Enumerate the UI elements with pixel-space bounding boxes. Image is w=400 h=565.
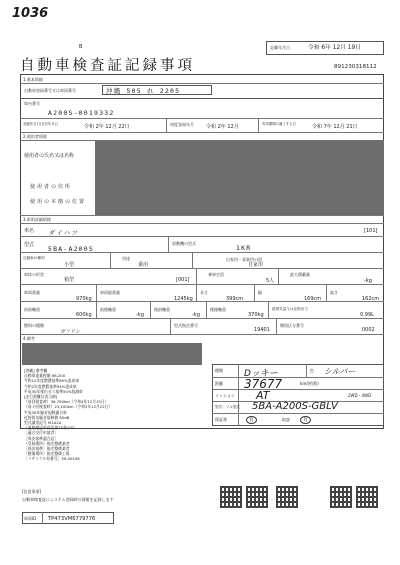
fuel-label: 燃料の種類 [24,323,44,328]
qr-code-3 [276,486,298,508]
body-label: 車体の形状 [24,272,44,277]
form-model-label: 型式・フル型式 [215,405,241,409]
remarks-line: 令和2年度燃費基準94%達成車 [24,383,77,389]
owner-name-label: 使用者の氏名又は名称 [24,153,75,159]
kind-value: 小型 [64,262,75,268]
model-value: 5BA-A200S [48,245,95,253]
category-value: 0002 [362,327,375,333]
vin-label: 車台番号 [24,101,40,106]
section-vehicle: 3.車両詳細情報 [23,217,51,222]
vin-value: A200S-0019332 [48,109,115,117]
displacement-value: 0.99L [360,312,374,318]
form-manual-label: 取説 [282,417,290,422]
remarks-line: 平成30年騒音規制適合車 [24,409,67,415]
form-check-value: 有 [246,416,257,424]
rear-axle-value: -kg [192,312,200,318]
first-label: 初度登録年月 [170,122,194,127]
height-label: 高さ [330,290,338,295]
notice-text: 自動車検査証にシステム登録時の情報を記録します [22,497,114,502]
use-value: 乗用 [138,262,149,268]
remarks-line: [沖縄] 備考欄 [24,368,48,373]
private-label: 自家用・事業用の別 [226,257,262,262]
maker-label: 車名 [24,228,35,234]
qr-code-4 [330,486,352,508]
remarks-line: 自動車重量税額 ¥8,200 [24,373,66,379]
form-color-label: 色 [310,368,314,373]
capacity-value: 5人 [266,278,275,284]
remarks-list [24,368,214,462]
kind-label: 自動車の種別 [23,256,45,260]
max-load-label: 最大積載量 [290,272,310,277]
form-mission-label: ミッション [215,393,235,398]
qr-code-5 [356,486,378,508]
first-reg-label: 登録年月日/交付年月日 [23,122,59,126]
first-value: 令和 2年 12月 [206,124,239,130]
category-label: 類別区分番号 [280,323,304,328]
document-number: 891230318112 [334,64,377,70]
form-mission-value: AT [256,389,270,402]
remarks-line: 令和12年度燃費基準85%達成車 [24,378,80,384]
weight-label: 車両重量 [24,290,40,295]
form-kind-value: Dッキー [244,369,278,379]
length-value: 399cm [226,296,244,302]
reg-label: 自動車登録番号又は車両番号 [24,88,76,93]
remarks-line: 近接排気騒音規制値 85dB [24,414,70,420]
remarks-line: ［リサイクル券番号］59-00106 [24,456,80,462]
remarks-line: （整備場所）指定整備工場 [24,451,70,457]
remarks-line: （前々回検査時）23,100km（令和2年12月22日） [24,404,113,410]
redacted-remarks [22,343,202,365]
form-distance-value: 37677 [244,377,283,391]
owner-base-label: 使用の本拠の位置 [30,199,87,205]
remarks-line: 平成30年排出ガス基準50%低減車 [24,388,83,394]
maker-code: [101] [364,228,378,234]
remarks-line: （前回検査時）36,700km（令和4年12月15日） [24,399,109,405]
front2-axle-value: -kg [136,312,144,318]
expiry-label: 有効期間の満了する日 [262,122,296,126]
weight-value: 970kg [76,296,92,302]
notice-label: [注意事項] [22,489,42,494]
rear-axle-label: 後前軸重 [154,307,170,312]
issue-date: 令和 6年 12月 19日 [308,45,361,51]
length-label: 長さ [200,290,208,295]
model-label: 型式 [24,242,35,248]
gross-label: 車両総重量 [100,290,120,295]
rear2-axle-label: 後後軸重 [210,307,226,312]
engine-label: 原動機の型式 [172,241,196,246]
form-check-label: 保証書 [215,417,227,422]
issue-date-label: 記載年月日 [270,45,290,50]
section-basic: 1.基本情報 [23,77,43,82]
body-value: 箱型 [64,277,75,283]
remarks-line: ［保安基準］指定整備業者 [24,446,70,452]
front2-axle-label: 前後軸重 [100,307,116,312]
designation-label: 型式指定番号 [174,323,198,328]
form-kind-label: 種類 [215,368,223,373]
remarks-line: ［適合交付申請者］ [24,430,59,436]
owner-address-label: 使用者の住所 [30,184,73,190]
page-title: 自動車検査証記録事項 [20,58,195,74]
width-value: 169cm [304,296,322,302]
remarks-line: （道路運送車両法第75条の5） [24,425,77,431]
private-value: 自家用 [248,262,264,268]
remarks-line: ［保安基準適合証］ [24,435,59,441]
designation-value: 19401 [254,327,270,333]
fuel-value: ガソリン [60,329,81,335]
section-remarks: 4.備考 [23,336,35,341]
qr-code-2 [246,486,268,508]
form-color-value: シルバー [324,367,356,376]
expiry-value: 令和 7年 12月 21日 [312,124,358,130]
max-load-value: -kg [364,278,372,284]
vehicle-id-label: 車両ID [24,516,37,521]
header-mark: B [79,44,83,50]
use-label: 用途 [122,256,130,261]
handwritten-number: 1036 [12,6,49,21]
remarks-line: （受検場所）指定整備業者 [24,440,70,446]
remarks-line: [走行距離計表示値] [24,394,58,400]
form-drive-value: 2WD・4WD [348,393,372,398]
section-owner: 2.使用者情報 [23,134,47,139]
displacement-label: 総排気量又は定格出力 [272,307,308,311]
form-model-value: 5BA-A200S-GBLV [252,401,338,412]
form-manual-value: 有 [300,416,311,424]
maker-value: ダイハツ [48,229,79,237]
reg-value: 沖縄 505 れ 2205 [106,87,181,95]
front-axle-value: 600kg [76,312,92,318]
rear2-axle-value: 370kg [248,312,264,318]
vehicle-id-value: TP473VM6779776 [48,516,96,522]
qr-code-1 [220,486,242,508]
redacted-owner-info [95,140,384,215]
front-axle-label: 前前軸重 [24,307,40,312]
first-reg-value: 令和 2年 12月 22日 [84,124,130,130]
engine-value: 1KR [236,244,252,252]
gross-value: 1245kg [174,296,193,302]
capacity-label: 乗車定員 [208,272,224,277]
remarks-line: 型式識別記号 M1A2A [24,420,62,426]
height-value: 162cm [362,296,380,302]
form-distance-unit: km/(桁数) [300,381,319,386]
width-label: 幅 [258,290,262,295]
form-distance-label: 距離 [215,381,223,386]
body-code: [001] [176,277,190,283]
